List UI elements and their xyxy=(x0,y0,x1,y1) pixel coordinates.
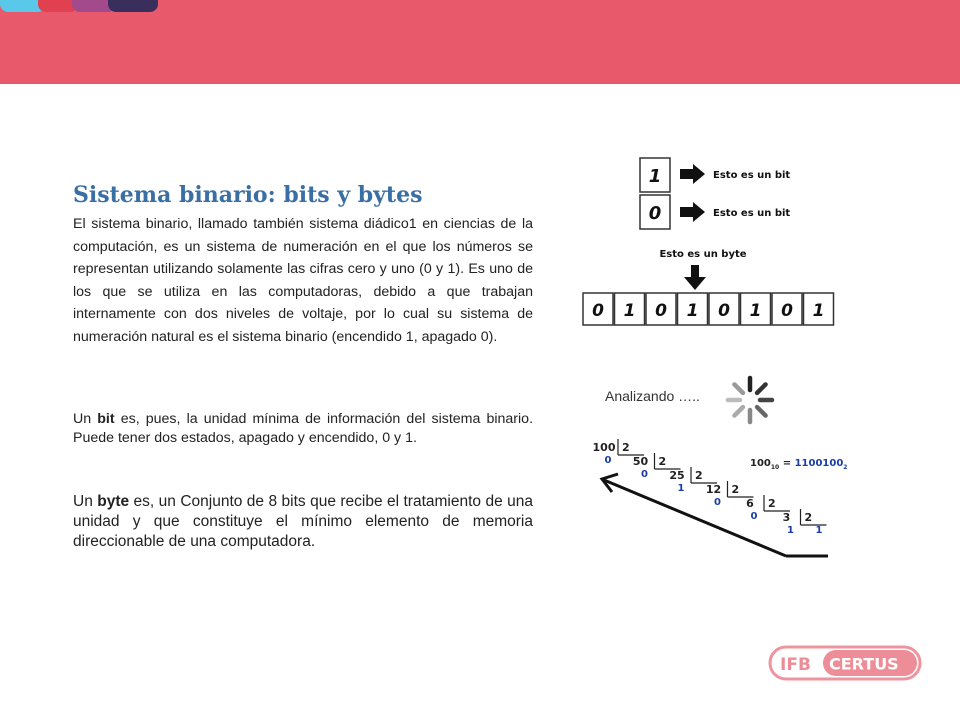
bit-row-zero xyxy=(640,195,790,229)
division-dividend: 50 xyxy=(632,455,649,468)
division-remainder: 1 xyxy=(815,525,823,536)
spinner-spoke xyxy=(757,384,765,392)
bit-zero-value: 0 xyxy=(648,203,662,224)
term-byte: byte xyxy=(97,493,130,510)
bit-row-one xyxy=(640,158,790,192)
paragraph-byte-text: es, un Conjunto de 8 bits que recibe el tratamiento de una unidad y que constituye el mínimo elemento de memoria direccionable de una computadora. xyxy=(73,493,533,550)
status-text: Analizando ….. xyxy=(605,388,700,404)
bit-one-value: 1 xyxy=(648,166,662,187)
byte-bit-value: 1 xyxy=(623,301,636,321)
header-accent-navy xyxy=(108,0,158,12)
byte-bit-value: 0 xyxy=(592,301,604,321)
byte-bit-value: 0 xyxy=(655,301,667,321)
division-divisor: 2 xyxy=(658,455,667,468)
bit-byte-diagram xyxy=(575,150,845,335)
byte-bit-value: 1 xyxy=(812,301,825,321)
division-dividend: 12 xyxy=(705,483,722,496)
header-band xyxy=(0,0,960,84)
division-remainder: 0 xyxy=(714,497,721,508)
paragraph-byte xyxy=(73,492,533,552)
reading-arrow-line xyxy=(604,480,786,556)
loading-spinner-icon xyxy=(722,372,778,428)
division-dividend: 6 xyxy=(746,497,754,510)
division-remainder: 1 xyxy=(787,525,794,536)
byte-bit-value: 0 xyxy=(781,301,793,321)
term-bit: bit xyxy=(97,411,115,427)
paragraph-binary-system: El sistema binario, llamado también sistema diádico1 en ciencias de la computación, es un sistema de numeración en el que los números se representan utilizando solamente las cifras cero y uno (0 y 1). Es uno de los que se utiliza en las computadoras, debido a que trabajan internamente con dos niveles de voltaje, por lo cual su sistema de numeración natural es el sistema binario (encendido 1, apagado 0). xyxy=(73,216,533,345)
division-remainder: 0 xyxy=(750,511,758,522)
division-remainder: 1 xyxy=(677,483,685,494)
paragraph-bit-text: es, pues, la unidad mínima de información del sistema binario. Puede tener dos estados, apagado y encendido, 0 y 1. xyxy=(73,411,534,446)
spinner-spoke xyxy=(734,384,742,392)
bit-zero-label: Esto es un bit xyxy=(713,208,791,219)
division-divisor: 2 xyxy=(768,497,776,510)
bit-one-label: Esto es un bit xyxy=(713,170,791,181)
spinner-spoke xyxy=(734,407,742,415)
division-remainder: 0 xyxy=(604,455,612,466)
arrow-right-icon xyxy=(680,202,705,222)
byte-row xyxy=(583,293,834,325)
division-dividend: 100 xyxy=(592,441,616,454)
byte-bit-value: 1 xyxy=(686,301,699,321)
byte-bit-value: 0 xyxy=(718,301,730,321)
division-remainder: 0 xyxy=(641,469,648,480)
spinner-spoke xyxy=(757,407,765,415)
arrow-right-icon xyxy=(680,164,705,184)
logo-certus: CERTUS xyxy=(829,654,899,674)
division-divisor: 2 xyxy=(731,483,740,496)
division-dividend: 25 xyxy=(669,469,685,482)
logo-ifb: IFB xyxy=(780,655,811,675)
page-title: Sistema binario: bits y bytes xyxy=(73,182,423,208)
arrow-down-icon xyxy=(684,265,706,290)
ifb-certus-logo xyxy=(768,644,924,684)
division-dividend: 3 xyxy=(782,511,791,524)
division-diagram xyxy=(590,432,860,568)
division-divisor: 2 xyxy=(695,469,703,482)
byte-label: Esto es un byte xyxy=(659,249,747,260)
paragraph-byte-prefix: Un xyxy=(73,493,98,510)
division-divisor: 2 xyxy=(622,441,630,454)
division-divisor: 2 xyxy=(804,511,813,524)
conversion-result: $100_{10} = 1100100_2$ xyxy=(750,458,848,471)
byte-bit-value: 1 xyxy=(749,301,762,321)
paragraph-bit-prefix: Un xyxy=(73,411,98,427)
paragraph-bit xyxy=(73,410,533,448)
